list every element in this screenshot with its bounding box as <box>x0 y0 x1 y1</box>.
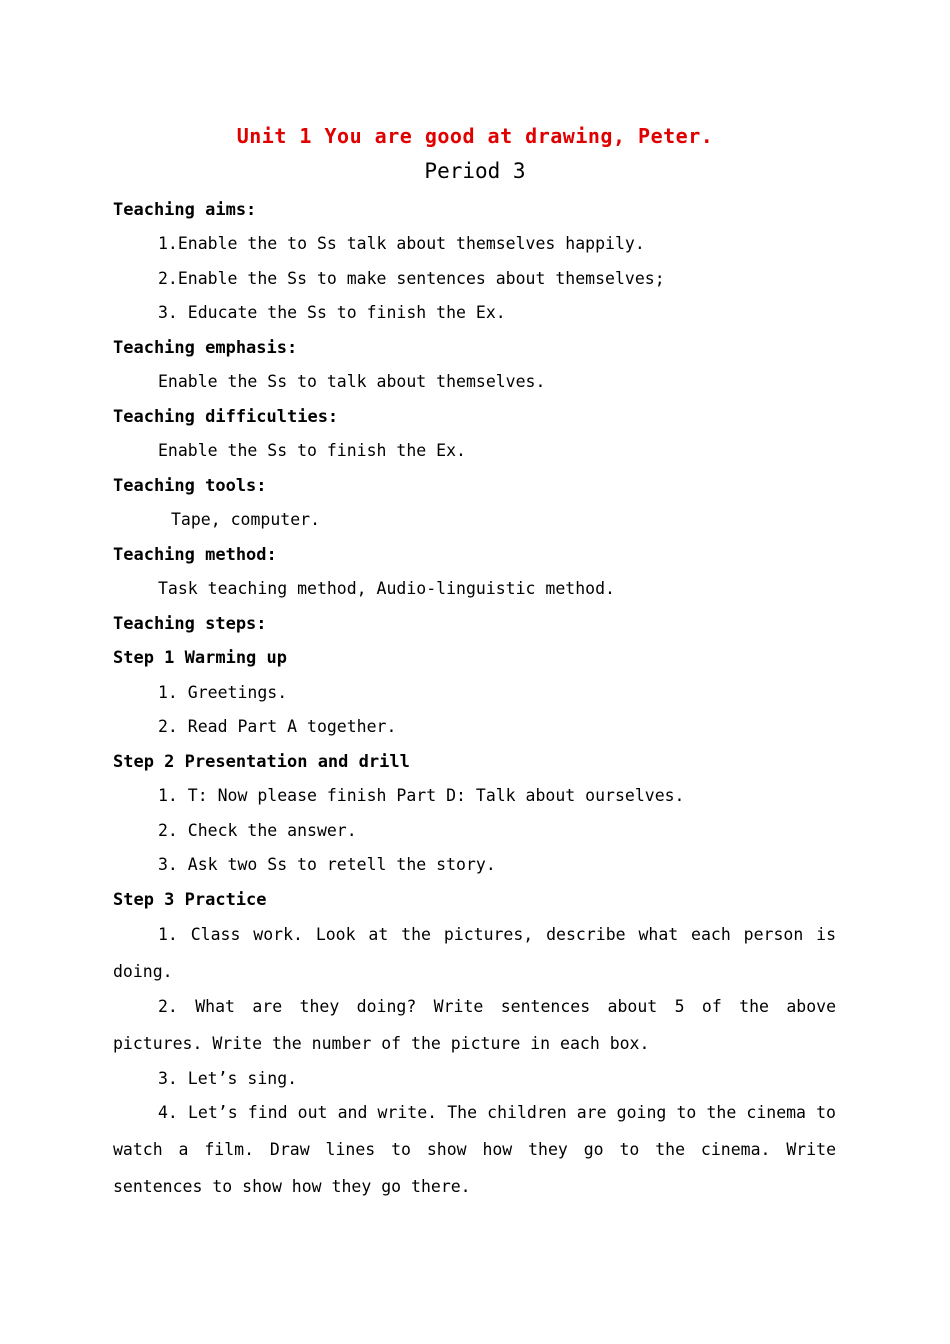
emphasis-text: Enable the Ss to talk about themselves. <box>158 372 546 391</box>
aim-item: 1.Enable the to Ss talk about themselves happily. <box>158 234 645 253</box>
step3-paragraph: 2. What are they doing? Write sentences about 5 of the above pictures. Write the number of the picture in each box. <box>113 997 836 1053</box>
step3-paragraph: 3. Let’s sing. <box>158 1069 298 1088</box>
method-text: Task teaching method, Audio-linguistic method. <box>158 579 615 598</box>
step3-heading: Step 3 Practice <box>113 890 267 910</box>
step2-item: 2. Check the answer. <box>158 821 357 840</box>
step1-item: 2. Read Part A together. <box>158 717 397 736</box>
tools-text: Tape, computer. <box>171 510 321 529</box>
steps-heading: Teaching steps: <box>113 614 267 634</box>
unit-title: Unit 1 You are good at drawing, Peter. <box>236 124 714 148</box>
step2-heading: Step 2 Presentation and drill <box>113 752 410 772</box>
step3-paragraph: 4. Let’s find out and write. The children are going to the cinema to watch a film. Draw lines to show how they go to the cinema. Write sentences to show how they go there. <box>113 1103 836 1196</box>
step2-item: 3. Ask two Ss to retell the story. <box>158 855 496 874</box>
difficulties-heading: Teaching difficulties: <box>113 407 339 427</box>
difficulties-text: Enable the Ss to finish the Ex. <box>158 441 466 460</box>
step1-item: 1. Greetings. <box>158 683 288 702</box>
method-heading: Teaching method: <box>113 545 277 565</box>
tools-heading: Teaching tools: <box>113 476 267 496</box>
emphasis-heading: Teaching emphasis: <box>113 338 298 358</box>
aim-item: 2.Enable the Ss to make sentences about themselves; <box>158 269 665 288</box>
step2-item: 1. T: Now please finish Part D: Talk about ourselves. <box>158 786 685 805</box>
aims-heading: Teaching aims: <box>113 200 257 220</box>
step1-heading: Step 1 Warming up <box>113 648 287 668</box>
aim-item: 3. Educate the Ss to finish the Ex. <box>158 303 506 322</box>
period-title: Period 3 <box>424 159 526 183</box>
step3-paragraph: 1. Class work. Look at the pictures, describe what each person is doing. <box>113 925 836 981</box>
